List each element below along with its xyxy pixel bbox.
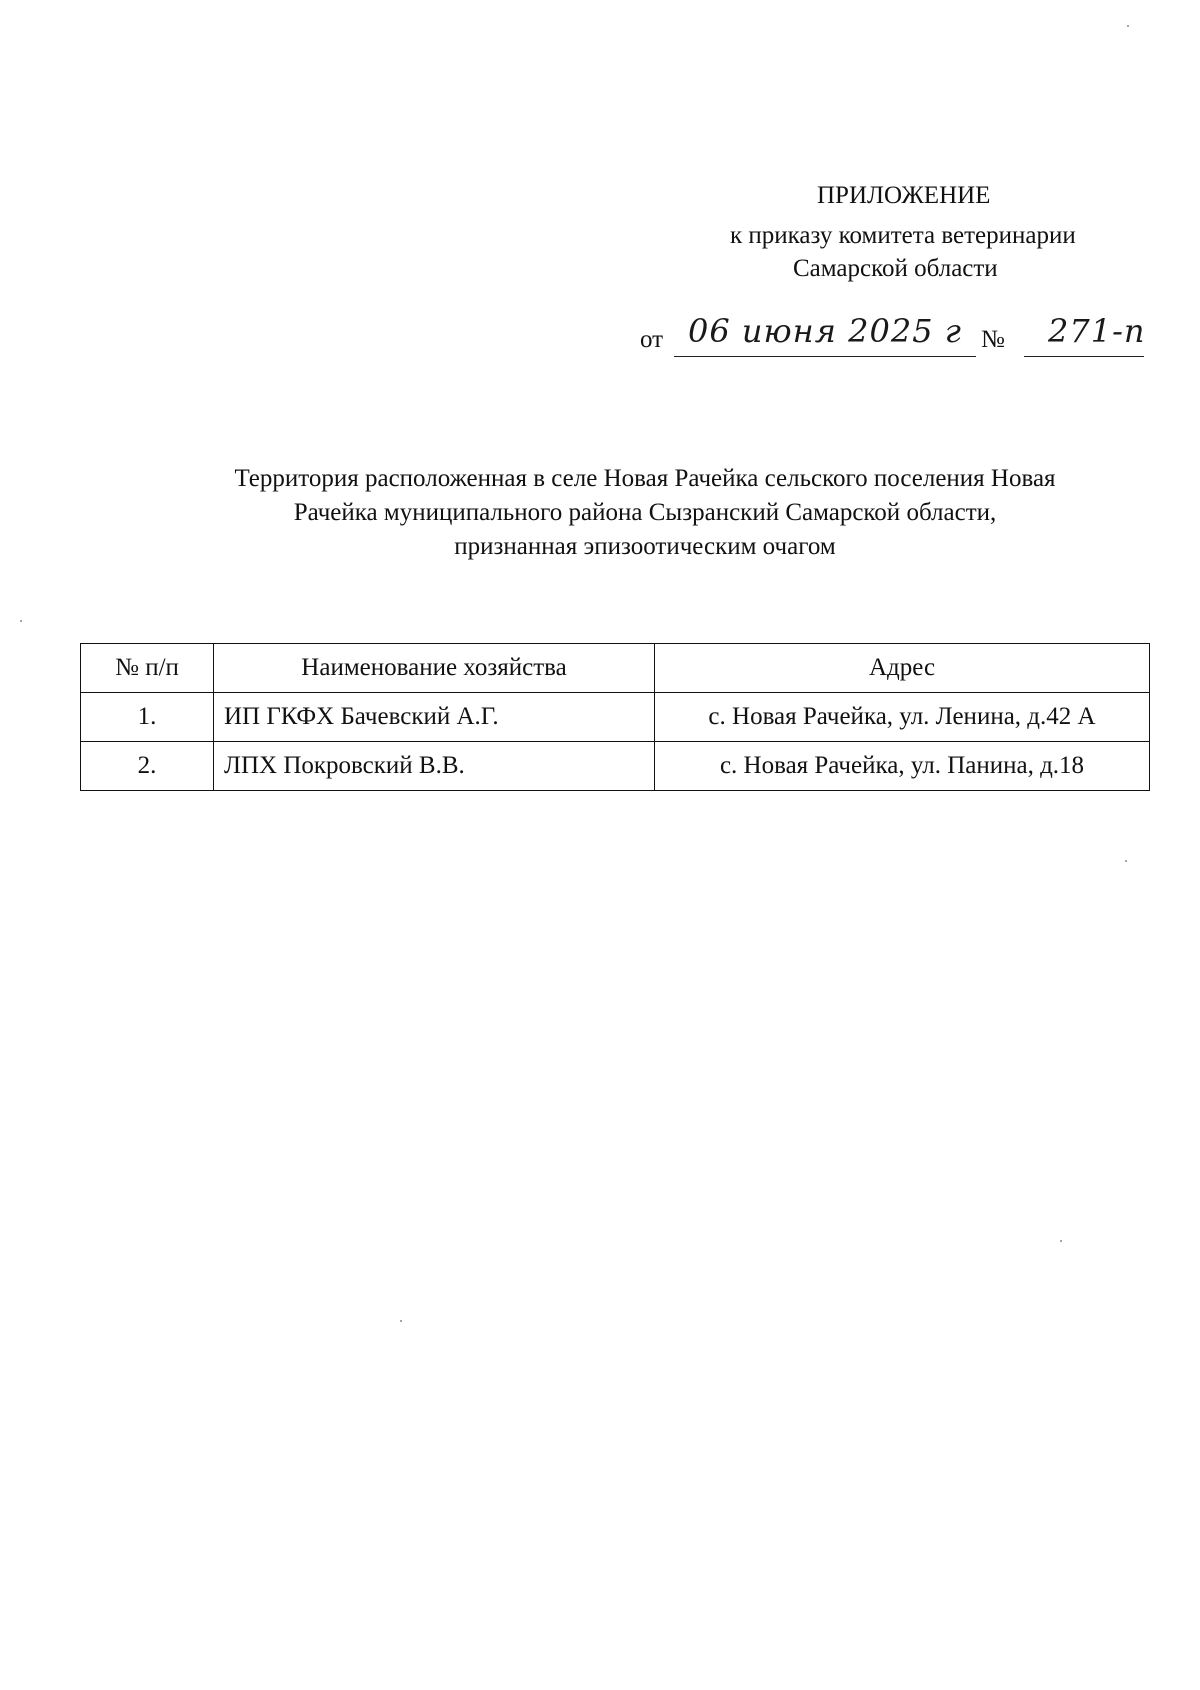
scan-speck <box>1060 1240 1062 1242</box>
appendix-order-line: к приказу комитета ветеринарии <box>730 222 1076 249</box>
header-household-name: Наименование хозяйства <box>214 644 655 693</box>
header-number: № п/п <box>81 644 214 693</box>
appendix-region-line: Самарской области <box>793 255 998 282</box>
number-underline <box>1024 356 1144 357</box>
handwritten-number: 271-п <box>1048 312 1146 350</box>
households-table <box>80 643 1150 791</box>
household-address: с. Новая Рачейка, ул. Панина, д.18 <box>655 742 1150 791</box>
handwritten-date: 06 июня 2025 г <box>688 312 962 350</box>
number-label: № <box>981 326 1005 353</box>
table-row <box>81 693 1150 742</box>
household-name: ИП ГКФХ Бачевский А.Г. <box>214 693 655 742</box>
heading-line-1: Территория расположенная в селе Новая Рачейка сельского поселения Новая <box>234 465 1056 492</box>
heading-line-3: признанная эпизоотическим очагом <box>454 533 836 560</box>
row-number: 2. <box>81 742 214 791</box>
scan-speck <box>1125 860 1127 862</box>
scan-speck <box>1127 25 1129 27</box>
appendix-title: ПРИЛОЖЕНИЕ <box>817 182 991 209</box>
from-label: от <box>640 326 664 353</box>
household-address: с. Новая Рачейка, ул. Ленина, д.42 А <box>655 693 1150 742</box>
scan-speck <box>20 620 22 622</box>
scan-speck <box>400 1320 402 1322</box>
order-date-line <box>640 312 1160 362</box>
household-name: ЛПХ Покровский В.В. <box>214 742 655 791</box>
header-address: Адрес <box>655 644 1150 693</box>
document-heading <box>150 462 1140 564</box>
table-row <box>81 742 1150 791</box>
table-header-row <box>81 644 1150 693</box>
row-number: 1. <box>81 693 214 742</box>
date-underline <box>674 356 976 357</box>
heading-line-2: Рачейка муниципального района Сызранский Самарской области, <box>293 499 997 526</box>
